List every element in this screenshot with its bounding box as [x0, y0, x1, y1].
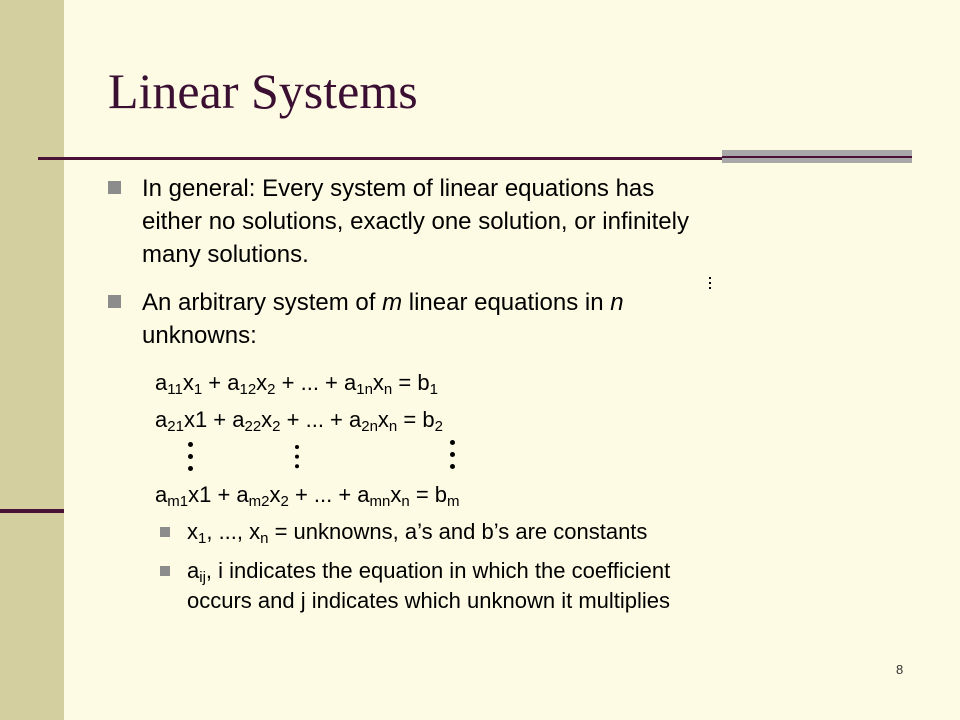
sub-bullet-2-line-2: occurs and j indicates which unknown it multiplies	[187, 588, 671, 613]
equation-row-m: $a_{m1}x1 + a_{m2}x_2$ + ... + $a_{mn}x_n = b_m$	[155, 482, 460, 510]
slide-title: Linear Systems	[108, 63, 418, 119]
sub-bullet-1: $x_1$, ..., $x_n$ = unknowns, a’s and b’s are constants	[187, 519, 648, 547]
side-decoration-rule	[0, 509, 64, 513]
bullet-2-line-1: An arbitrary system of m linear equations in n	[142, 289, 624, 316]
bullet-2-line-2: unknowns:	[142, 322, 257, 349]
bullet-marker	[108, 295, 121, 308]
equation-row-1: $a_{11}x_1 + a_{12}x_2$ + ... + $a_{1n}x_n = b_1$	[155, 370, 438, 398]
title-accent-line	[722, 156, 912, 158]
bullet-1-line-3: many solutions.	[142, 241, 309, 268]
page-number: 8	[896, 662, 904, 677]
vertical-dots-mark	[709, 277, 711, 291]
equation-row-2: $a_{21}x1 + a_{22}x_2$ + ... + $a_{2n}x_n = b_2$	[155, 407, 443, 435]
sub-bullet-marker	[160, 566, 170, 576]
bullet-1-line-2: either no solutions, exactly one solution, or infinitely	[142, 208, 689, 235]
bullet-1-line-1: In general: Every system of linear equations has	[142, 175, 655, 202]
side-decoration-bar	[0, 0, 64, 720]
sub-bullet-marker	[160, 527, 170, 537]
bullet-marker	[108, 181, 121, 194]
sub-bullet-2-line-1: $a_{ij}$, i indicates the equation in which the coefficient	[187, 558, 671, 586]
